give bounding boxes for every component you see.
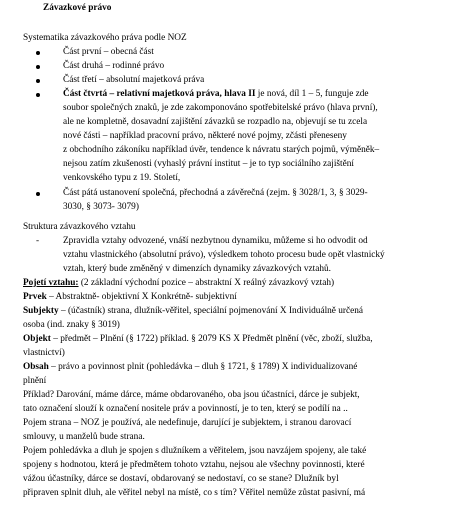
struktura-heading: Struktura závazkového vztahu	[23, 222, 136, 232]
paragraph-line: smlouvy, u manželů bude strana.	[23, 432, 145, 442]
subjekty-line	[23, 305, 363, 318]
struktura-line: Zpravidla vztahy odvozené, vnáší nezbytnou dynamiku, můžeme si ho odvodit od	[63, 236, 368, 246]
part-5-line: Část pátá ustanovení společná, přechodná a závěrečná (zejm. § 3028/1, 3, § 3029-	[63, 188, 368, 198]
objekt-line: vlastnictví)	[23, 348, 65, 358]
part-4-line: z obchodního zákoníku například úvěr, tendence k návratu starých pojmů, výměněk–	[63, 145, 380, 155]
part-2: Část druhá – rodinné právo	[63, 61, 165, 71]
part-4-line	[63, 88, 369, 101]
objekt-line	[23, 333, 373, 346]
subjekty-label: Subjekty	[23, 306, 59, 316]
pojeti-line	[23, 277, 334, 290]
dash-icon: -	[36, 236, 40, 246]
bullet-icon	[36, 79, 40, 83]
bullet-icon	[36, 93, 40, 97]
part-5-line: 3030, § 3073- 3079)	[63, 202, 139, 212]
prvek-text: – Abstraktně- objektivní X Konkrétně- subjektivní	[46, 292, 237, 302]
subjekty-line: osoba (ind. znaky § 3019)	[23, 320, 120, 330]
struktura-line: vztah, který bude změněný v dimenzích dynamiky závazkových vztahů.	[63, 264, 331, 274]
bullet-icon	[36, 192, 40, 196]
part-4-bold: Část čtvrtá – relativní majetková práva, hlava II	[63, 89, 256, 99]
paragraph-line: spojeny s hodnotou, která je předmětem tohoto vztahu, nejsou ale všechny povinnosti, které	[23, 460, 365, 470]
part-4-line: nové části – například pracovní právo, některé nové pojmy, zčásti přeneseny	[63, 131, 347, 141]
paragraph-line: připraven splnit dluh, ale věřitel nebyl na místě, co s tím? Věřitel nemůže zůstat pasivní, má	[23, 488, 366, 498]
paragraph-line: Pojem strana – NOZ je používá, ale nedefinuje, darující je subjektem, i stranou darovací	[23, 418, 352, 428]
systematika-heading: Systematika závazkového práva podle NOZ	[23, 33, 187, 43]
obsah-line	[23, 361, 357, 374]
document-title: Závazkové právo	[43, 3, 112, 13]
objekt-label: Objekt	[23, 334, 51, 344]
obsah-text: – právo a povinnost plnit (pohledávka – dluh § 1721, § 1789) X individualizované	[48, 362, 358, 372]
paragraph-line: vážou účastníky, dárce se dostaví, obdarovaný se nedostaví, co se stane? Dlužník byl	[23, 474, 339, 484]
part-4-line: venkovského typu z 19. Století,	[63, 173, 181, 183]
part-4-text: je nová, díl 1 – 5, funguje zde	[255, 89, 369, 99]
paragraph-line: tato označení slouží k označení nositele práv a povinností, je to ten, který se podílí na ..	[23, 404, 348, 414]
paragraph-line: Pojem pohledávka a dluh je spojen s dlužníkem a věřitelem, jsou navzájem spojeny, ale také	[23, 446, 367, 456]
bullet-icon	[36, 65, 40, 69]
part-4-line: nejsou zatím zkušenosti (vyhaslý právní institut – je to typ sociálního zajištění	[63, 159, 354, 169]
pojeti-text: (2 základní východní pozice – abstraktní X reálný závazkový vztah)	[78, 278, 335, 288]
part-4-line: soubor společných znaků, je zde zakomponováno spotřebitelské právo (hlava první),	[63, 103, 378, 113]
prvek-label: Prvek	[23, 292, 47, 302]
bullet-icon	[36, 51, 40, 55]
prvek-line	[23, 291, 237, 304]
part-3: Část třetí – absolutní majetková práva	[63, 75, 205, 85]
struktura-line: vztahu vlastnického (absolutní právo), výsledkem tohoto procesu bude opět vlastnický	[63, 250, 385, 260]
part-1: Část první – obecná část	[63, 47, 154, 57]
subjekty-text: – (účastník) strana, dlužník-věřitel, speciální pojmenování X Individuálně určená	[58, 306, 364, 316]
paragraph-line: Příklad? Darování, máme dárce, máme obdarovaného, oba jsou účastníci, dárce je subjekt,	[23, 390, 360, 400]
obsah-label: Obsah	[23, 362, 49, 372]
part-4-line: ale ne kompletně, dosavadní zajištění závazků se rozpadlo na, objevují se tu zcela	[63, 117, 368, 127]
objekt-text: – předmět – Plnění (§ 1722) příklad. § 2079 KS X Předmět plnění (věc, zboží, služba,	[50, 334, 373, 344]
obsah-line: plnění	[23, 376, 47, 386]
pojeti-label: Pojetí vztahu:	[23, 278, 79, 288]
